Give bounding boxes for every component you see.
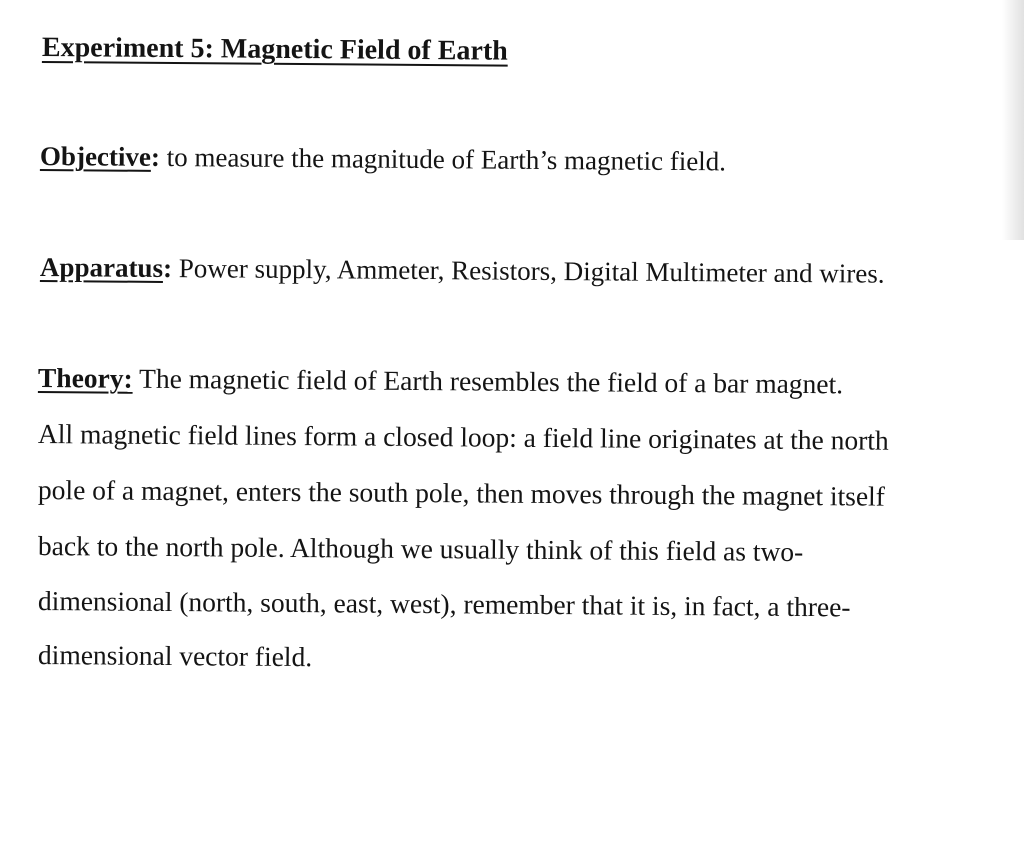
objective-text: to measure the magnitude of Earth’s magnetic field.	[159, 141, 727, 177]
theory-line: back to the north pole. Although we usually think of this field as two-	[37, 530, 804, 568]
apparatus-text: Power supply, Ammeter, Resistors, Digital Multimeter and wires.	[171, 253, 885, 289]
objective-heading: Objective	[39, 141, 152, 172]
page-edge-shadow	[1002, 0, 1024, 240]
objective-paragraph	[40, 141, 726, 177]
apparatus-paragraph	[40, 252, 885, 290]
objective-colon: :	[150, 141, 161, 172]
page-title: Experiment 5: Magnetic Field of Earth	[41, 32, 508, 67]
apparatus-heading: Apparatus	[39, 252, 164, 283]
theory-line: dimensional vector field.	[37, 639, 313, 673]
theory-heading: Theory:	[37, 362, 133, 394]
theory-line: All magnetic field lines form a closed loop: a field line originates at the north	[37, 418, 889, 456]
theory-line: pole of a magnet, enters the south pole, then moves through the magnet itself	[37, 474, 886, 512]
apparatus-colon: :	[162, 252, 173, 284]
theory-text: The magnetic field of Earth resembles the field of a bar magnet.	[132, 362, 844, 400]
theory-line: dimensional (north, south, east, west), remember that it is, in fact, a three-	[37, 585, 851, 623]
theory-line	[38, 362, 843, 400]
